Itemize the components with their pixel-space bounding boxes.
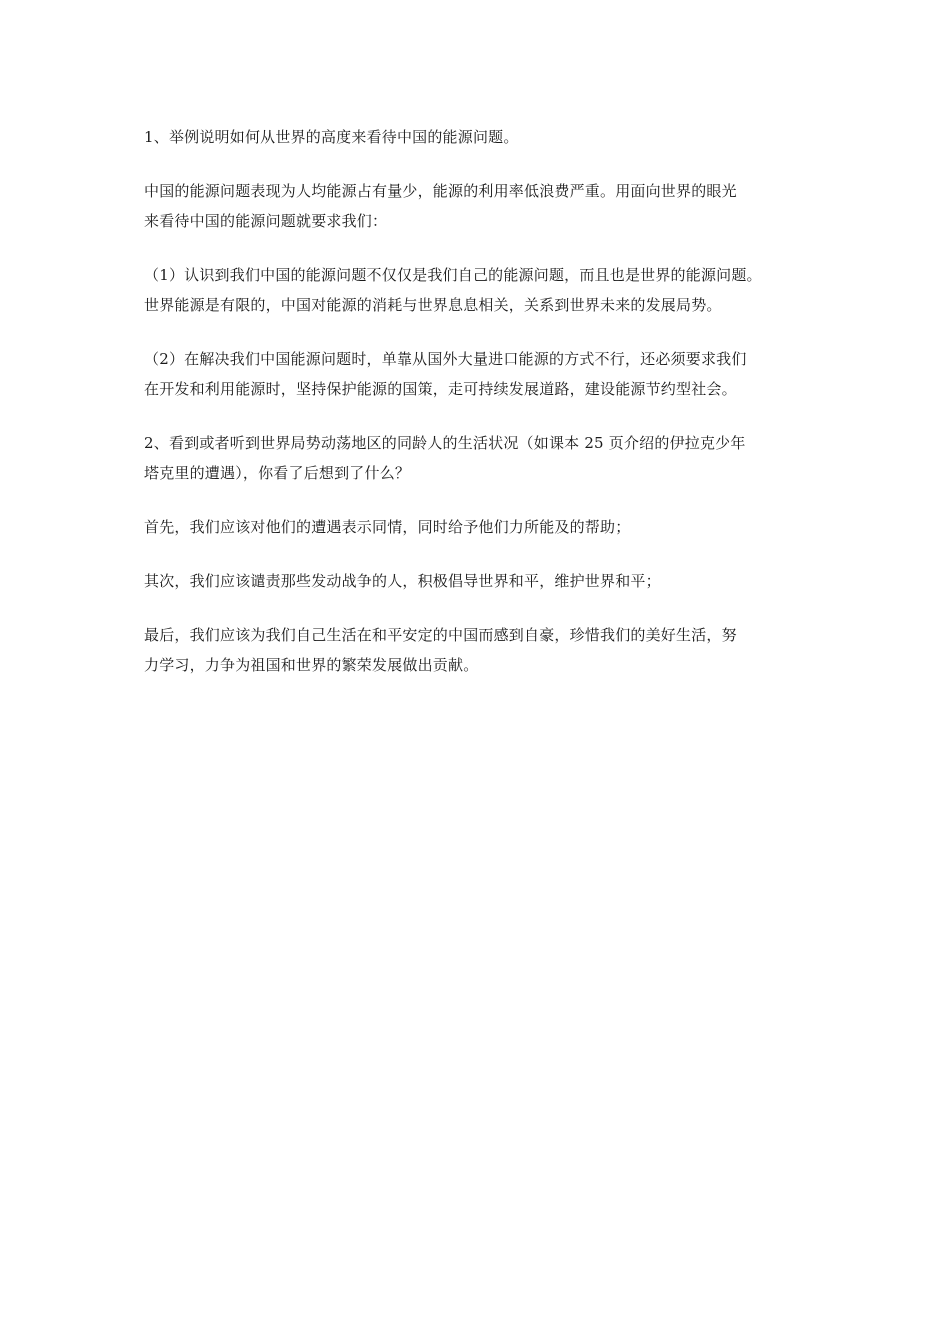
paragraph-gap [144, 404, 824, 428]
question-2-title-line: 塔克里的遭遇），你看了后想到了什么？ [144, 464, 411, 482]
q1-intro-line: 来看待中国的能源问题就要求我们： [144, 212, 388, 230]
paragraph-gap [144, 542, 824, 566]
paragraph-gap [144, 320, 824, 344]
paragraph-gap [144, 152, 824, 176]
question-1-title: 1、举例说明如何从世界的高度来看待中国的能源问题。 [144, 128, 519, 146]
q2-last-point-line: 最后，我们应该为我们自己生活在和平安定的中国而感到自豪，珍惜我们的美好生活，努 [144, 626, 737, 644]
paragraph-gap [144, 488, 824, 512]
q1-intro-line: 中国的能源问题表现为人均能源占有量少，能源的利用率低浪费严重。用面向世界的眼光 [144, 182, 737, 200]
document-body [144, 122, 824, 680]
paragraph-gap [144, 596, 824, 620]
question-2-title-line: 2、看到或者听到世界局势动荡地区的同龄人的生活状况（如课本 25 页介绍的伊拉克少年 [144, 434, 746, 452]
paragraph-gap [144, 236, 824, 260]
q2-second-point: 其次，我们应该谴责那些发动战争的人，积极倡导世界和平，维护世界和平； [144, 572, 661, 590]
q1-point-2-line: 在开发和利用能源时，坚持保护能源的国策，走可持续发展道路，建设能源节约型社会。 [144, 380, 737, 398]
q2-first-point: 首先，我们应该对他们的遭遇表示同情，同时给予他们力所能及的帮助； [144, 518, 631, 536]
q1-point-1-line: 世界能源是有限的，中国对能源的消耗与世界息息相关，关系到世界未来的发展局势。 [144, 296, 722, 314]
q2-last-point-line: 力学习，力争为祖国和世界的繁荣发展做出贡献。 [144, 656, 479, 674]
q1-point-2-line: （2）在解决我们中国能源问题时，单靠从国外大量进口能源的方式不行，还必须要求我们 [144, 350, 747, 368]
q1-point-1-line: （1）认识到我们中国的能源问题不仅仅是我们自己的能源问题，而且也是世界的能源问题。 [144, 266, 762, 284]
